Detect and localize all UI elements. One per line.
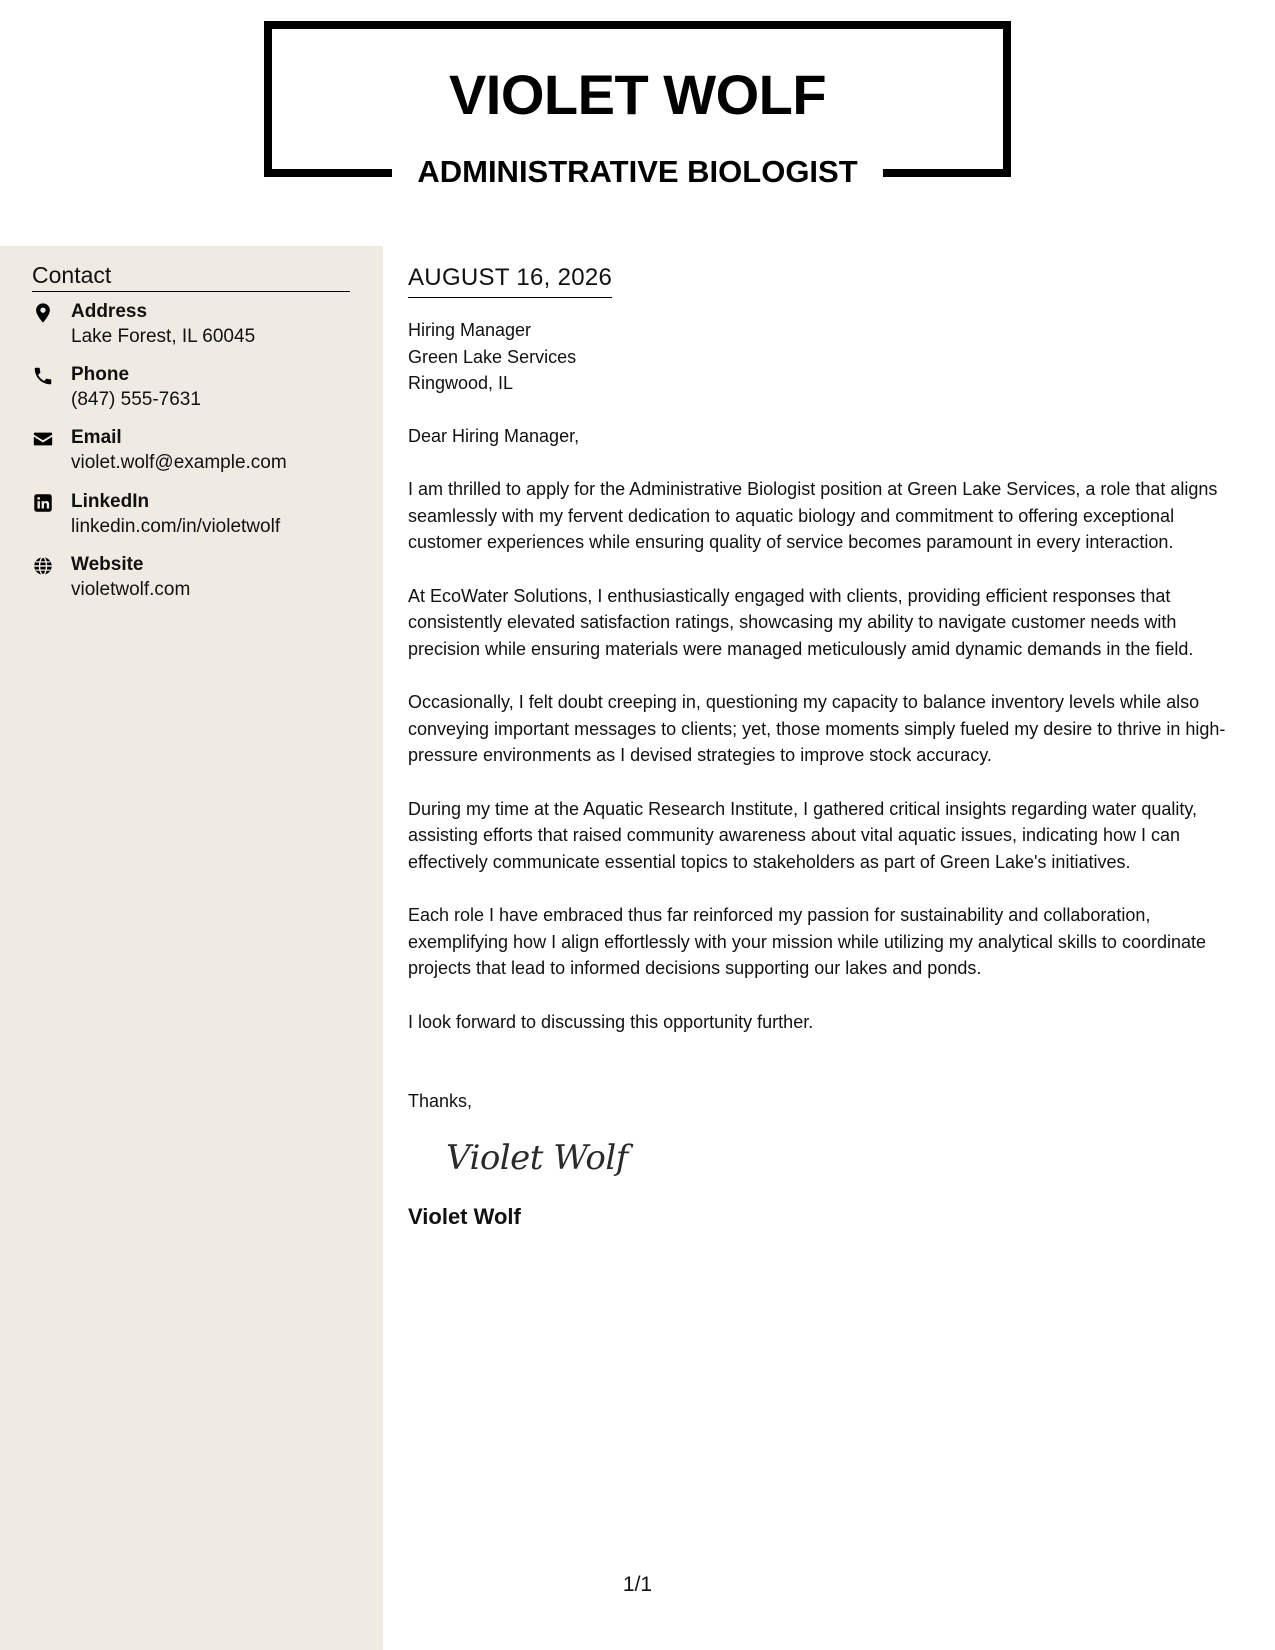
contact-item-address <box>32 300 372 352</box>
applicant-name: VIOLET WOLF <box>448 63 827 126</box>
contact-value-phone: (847) 555-7631 <box>71 389 201 410</box>
globe-icon <box>32 555 54 577</box>
phone-icon <box>32 365 54 387</box>
recipient-line: Ringwood, IL <box>408 373 514 393</box>
letter-date: AUGUST 16, 2026 <box>408 262 612 298</box>
location-pin-icon <box>32 302 54 324</box>
contact-item-phone <box>32 363 372 415</box>
contact-label-address: Address <box>71 301 148 322</box>
letter-paragraph: I am thrilled to apply for the Administrative Biologist position at Green Lake Services, a role that aligns seamlessly with my fervent dedication to aquatic biology and commitment to offering exceptional customer experiences while ensuring quality of service becomes paramount in every interaction. <box>408 479 1218 552</box>
recipient-block <box>408 317 1238 397</box>
contact-label-phone: Phone <box>71 364 130 385</box>
contact-value-email: violet.wolf@example.com <box>71 452 287 473</box>
salutation: Dear Hiring Manager, <box>408 425 580 446</box>
page-number: 1/1 <box>622 1573 653 1596</box>
job-title: ADMINISTRATIVE BIOLOGIST <box>417 154 858 189</box>
contact-value-website: violetwolf.com <box>71 579 191 600</box>
recipient-line: Hiring Manager <box>408 320 532 340</box>
linkedin-icon <box>32 492 54 514</box>
recipient-line: Green Lake Services <box>408 346 577 367</box>
contact-label-email: Email <box>71 427 122 448</box>
letter-paragraph: Each role I have embraced thus far reinforced my passion for sustainability and collaboration, exemplifying how I align effortlessly with your mission while utilizing my analytical skills to coordinate projects that lead to informed decisions supporting our lakes and ponds. <box>408 905 1207 978</box>
contact-value-address: Lake Forest, IL 60045 <box>71 326 256 347</box>
envelope-icon <box>32 428 54 450</box>
handwritten-signature: Violet Wolf <box>446 1137 628 1178</box>
contact-label-linkedin: LinkedIn <box>71 491 150 512</box>
contact-item-linkedin <box>32 490 372 542</box>
closing: Thanks, <box>408 1091 473 1111</box>
letter-body <box>408 262 1238 1232</box>
letter-paragraph: I look forward to discussing this opportunity further. <box>408 1011 814 1032</box>
letter-paragraph: During my time at the Aquatic Research Institute, I gathered critical insights regarding water quality, assisting efforts that raised community awareness about vital aquatic issues, indicating how I can effectively communicate essential topics to stakeholders as part of Green Lake's initiatives. <box>408 798 1198 872</box>
letter-paragraph: At EcoWater Solutions, I enthusiastically engaged with clients, providing efficient responses that consistently elevated satisfaction ratings, showcasing my ability to navigate customer needs with precision while ensuring materials were managed meticulously amid dynamic demands in the field. <box>408 585 1194 659</box>
letter-paragraph: Occasionally, I felt doubt creeping in, questioning my capacity to balance inventory levels while also conveying important messages to clients; yet, those moments simply fueled my desire to thrive in high-pressure environments as I devised strategies to improve stock accuracy. <box>408 692 1226 765</box>
contact-heading: Contact <box>32 260 350 292</box>
contact-value-linkedin: linkedin.com/in/violetwolf <box>71 516 281 537</box>
contact-item-website <box>32 553 372 605</box>
contact-label-website: Website <box>71 554 144 575</box>
signer-name: Violet Wolf <box>408 1203 521 1229</box>
contact-item-email <box>32 426 372 478</box>
